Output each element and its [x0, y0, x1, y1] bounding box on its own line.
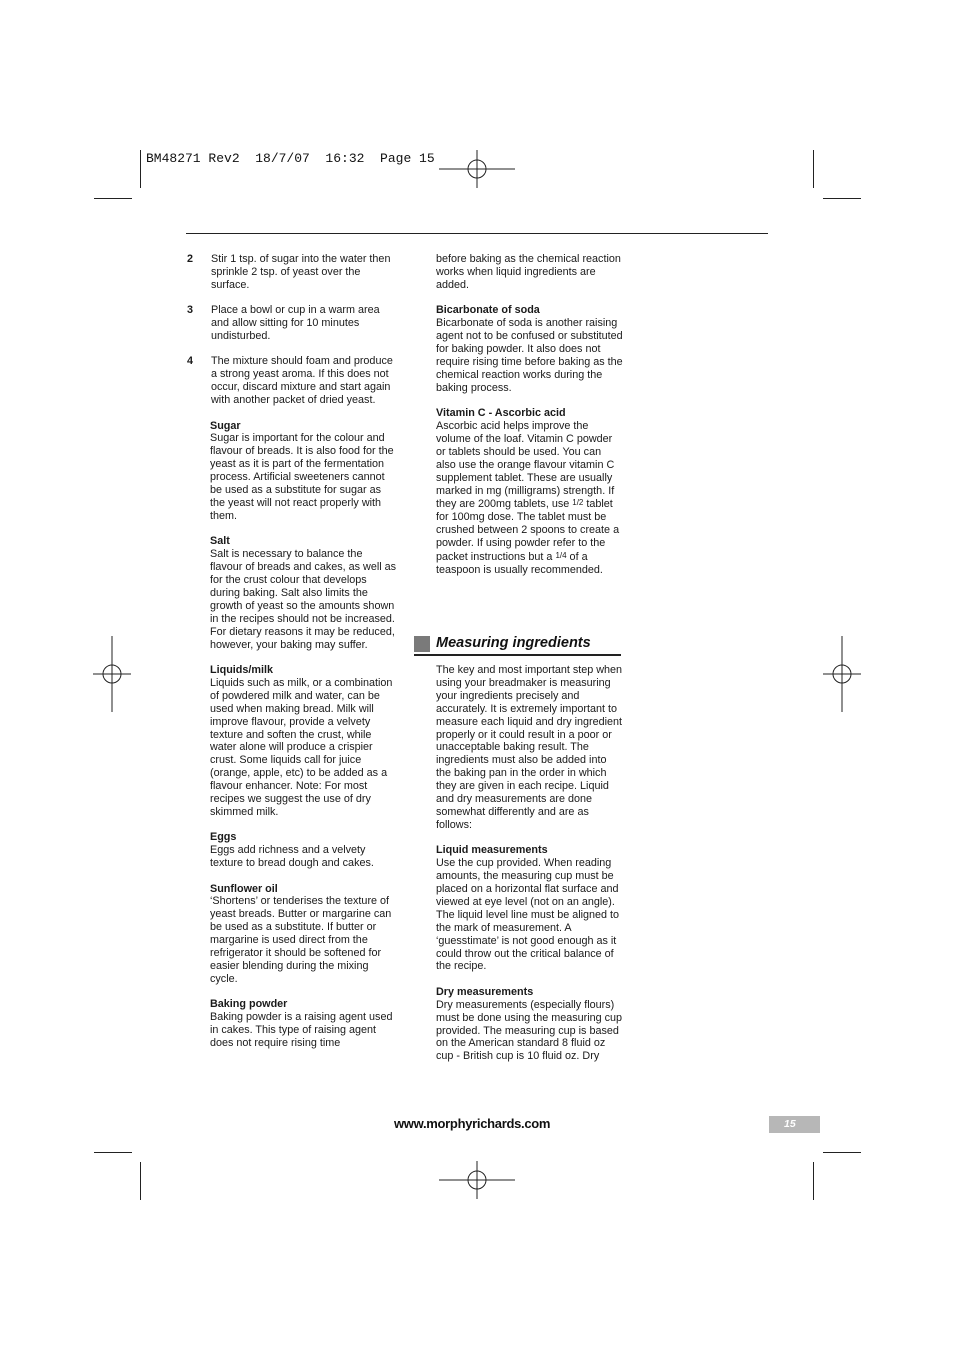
- step-number: 2: [187, 253, 194, 265]
- section-heading: Liquids/milk: [210, 663, 273, 676]
- print-slug: BM48271 Rev2 18/7/07 16:32 Page 15: [146, 151, 435, 166]
- page-number: 15: [784, 1118, 796, 1130]
- section-body: ‘Shortens’ or tenderises the texture of yeast breads. Butter or margarine can be used as a substitute. If butter or margarine is used direct from the refrigerator it should be softened for easier blending during the mixing cycle.: [210, 895, 392, 985]
- fraction: 1/4: [555, 551, 567, 561]
- crop-mark: [140, 1162, 141, 1200]
- section-heading: Baking powder: [210, 998, 288, 1011]
- measuring-ingredients-heading: [414, 635, 621, 656]
- step-number: 3: [187, 304, 194, 317]
- section-sunflower-oil: [210, 883, 397, 986]
- section-sugar: [210, 420, 397, 523]
- section-body: Eggs add richness and a velvety texture to bread dough and cakes.: [210, 844, 374, 870]
- registration-mark-icon: [804, 636, 880, 712]
- right-column-lower: [436, 664, 623, 1076]
- section-heading: Sunflower oil: [210, 882, 278, 895]
- step-3: [187, 304, 397, 343]
- section-heading: Salt: [210, 535, 230, 548]
- crop-mark: [823, 1152, 861, 1153]
- section-liquids-milk: [210, 664, 397, 819]
- right-column-upper: [436, 253, 623, 589]
- step-text: Stir 1 tsp. of sugar into the water then sprinkle 2 tsp. of yeast over the surface.: [211, 253, 391, 291]
- section-heading: Liquid measurements: [436, 844, 548, 857]
- section-body: Ascorbic acid helps improve the volume of the loaf. Vitamin C powder or tablets should be used. You can also use the orange flavour vitamin C supplement tablet. These are usually marked in mg (milligrams) strength. If they are 200mg tablets, use: [436, 419, 615, 511]
- section-body: Use the cup provided. When reading amounts, the measuring cup must be placed on a horizontal flat surface and viewed at eye level (not on an angle). The liquid level line must be aligned to the mark of measurement. A ‘guesstimate’ is not good enough as it could throw out the critical balance of the recipe.: [436, 857, 620, 973]
- crop-mark: [823, 198, 861, 199]
- step-4: [187, 355, 397, 407]
- website-url: www.morphyrichards.com: [394, 1116, 551, 1131]
- section-heading: Vitamin C - Ascorbic acid: [436, 407, 566, 420]
- page-number-box: [769, 1116, 820, 1133]
- step-2: [187, 253, 397, 292]
- section-body: Salt is necessary to balance the flavour of breads and cakes, as well as for the crust colour that develops during baking. Salt also limits the growth of yeast so the amounts shown in the recipes should not be increased. For dietary reasons it may be reduced, however, your baking may suffer.: [210, 548, 397, 651]
- header-rule: [186, 233, 768, 234]
- section-body: Sugar is important for the colour and flavour of breads. It is also food for the yeast as it is part of the fermentation process. Artificial sweeteners cannot be used as a substitute for sugar as the yeast will not react properly with them.: [210, 432, 394, 522]
- section-heading: Sugar: [210, 419, 241, 432]
- section-liquid-measurements: [436, 844, 623, 973]
- section-body: of a teaspoon is usually recommended.: [436, 551, 603, 576]
- section-body: Bicarbonate of soda is another raising agent not to be confused or substituted for baking powder. It also does not require rising time before baking as the chemical reaction works during the baking process.: [436, 317, 623, 394]
- measuring-intro: The key and most important step when using your breadmaker is measuring your ingredients precisely and accurately. It is extremely important to measure each liquid and dry ingredient properly or it could result in a poor or unacceptable baking result. The ingredients must also be added into the baking pan in the order in which they are given in each recipe. Liquid and dry measurements are done somewhat differently and are as follows:: [436, 664, 623, 831]
- section-body: Baking powder is a raising agent used in cakes. This type of raising agent does not require rising time: [210, 1011, 393, 1050]
- registration-mark-icon: [439, 1142, 515, 1218]
- section-heading: Bicarbonate of soda: [436, 304, 540, 317]
- fraction: 1/2: [572, 498, 584, 508]
- section-baking-powder: [210, 998, 397, 1050]
- crop-mark: [94, 1152, 132, 1153]
- section-body: Dry measurements (especially flours) must be done using the measuring cup provided. The measuring cup is based on the American standard 8 fluid oz cup - British cup is 10 fluid oz. Dry: [436, 998, 623, 1063]
- section-heading: Dry measurements: [436, 985, 534, 998]
- left-column: [187, 253, 397, 1062]
- heading-title: Measuring ingredients: [436, 635, 591, 651]
- step-number: 4: [187, 355, 194, 368]
- crop-mark: [140, 150, 141, 188]
- section-salt: [210, 535, 397, 651]
- step-text: The mixture should foam and produce a strong yeast aroma. If this does not occur, discard mixture and start again with another packet of dried yeast.: [211, 355, 393, 407]
- crop-mark: [813, 150, 814, 188]
- heading-square-icon: [414, 636, 430, 652]
- section-bicarbonate-of-soda: [436, 304, 623, 394]
- crop-mark: [94, 198, 132, 199]
- section-body: Liquids such as milk, or a combination of powdered milk and water, can be used when making bread. Milk will improve flavour, provide a velvety texture and soften the crust, while water alone will produce a crispier crust. Some liquids call for juice (orange, apple, etc) to be added as a flavour enhancer. Note: For most recipes we suggest the use of dry skimmed milk.: [210, 676, 393, 818]
- section-body: tablet for 100mg dose. The tablet must be crushed between 2 spoons to create a powder. If using powder refer to the packet instructions but a: [436, 498, 620, 564]
- section-heading: Eggs: [210, 831, 237, 844]
- section-eggs: [210, 831, 397, 870]
- registration-mark-icon: [74, 636, 150, 712]
- registration-mark-icon: [439, 131, 515, 207]
- crop-mark: [813, 1162, 814, 1200]
- section-dry-measurements: [436, 986, 623, 1063]
- continuation-text: before baking as the chemical reaction works when liquid ingredients are added.: [436, 253, 621, 291]
- section-vitamin-c: [436, 407, 623, 577]
- step-text: Place a bowl or cup in a warm area and allow sitting for 10 minutes undisturbed.: [211, 304, 380, 343]
